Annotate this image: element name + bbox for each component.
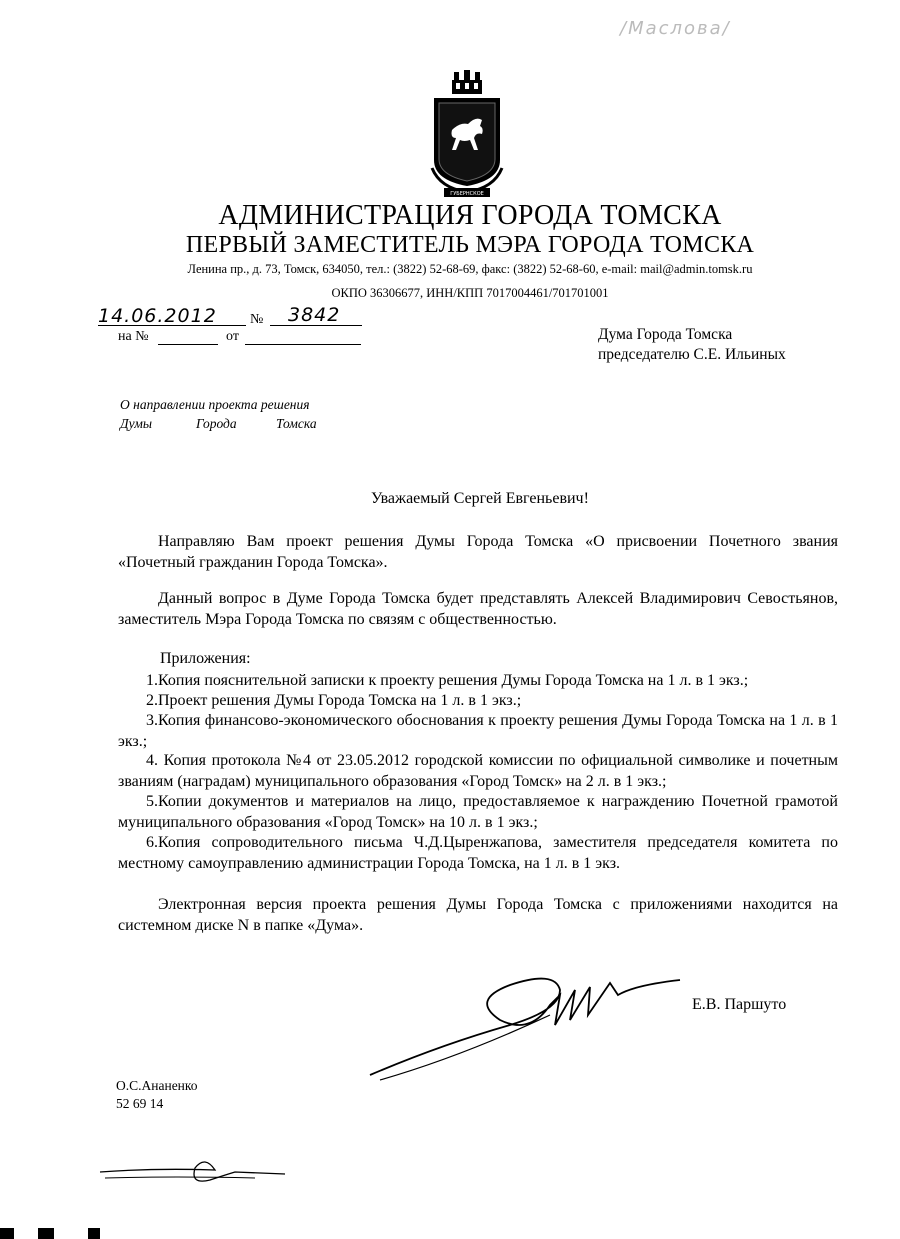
handwritten-corner-note: /Маслова/	[620, 18, 731, 39]
date-underline	[98, 325, 246, 326]
subject-line-1: О направлении проекта решения	[120, 397, 310, 412]
subject-word: Города	[196, 416, 237, 431]
initials-mark-icon	[95, 1150, 295, 1190]
crest-motto: ГУБЕРНСКОЕ	[450, 191, 484, 197]
body-paragraph: Направляю Вам проект решения Думы Города Томска «О присвоении Почетного звания «Почетный гражданин Города Томска».	[118, 533, 838, 571]
electronic-note: Электронная версия проекта решения Думы Города Томска с приложениями находится на системном диске N в папке «Дума».	[118, 896, 838, 934]
registration-number: 3842	[288, 304, 341, 326]
attachment-item: 1.Копия пояснительной записки к проекту решения Думы Города Томска на 1 л. в 1 экз.;	[146, 672, 749, 689]
body-paragraph: Данный вопрос в Думе Города Томска будет представлять Алексей Владимирович Севостьянов, заместитель Мэра Города Томска по связям с общественностью.	[118, 590, 838, 628]
executor-name: О.С.Ананенко	[116, 1078, 198, 1093]
tomsk-coat-of-arms-icon	[430, 68, 504, 200]
scan-edge-mark	[88, 1228, 100, 1239]
reference-number-label: на №	[118, 329, 149, 344]
executor-phone: 52 69 14	[116, 1096, 164, 1111]
attachments-title: Приложения:	[160, 650, 251, 667]
attachment-item: 3.Копия финансово-экономического обоснования к проекту решения Думы Города Томска на 1 л. в 1 экз.;	[118, 712, 838, 750]
attachment-item: 4. Копия протокола №4 от 23.05.2012 городской комиссии по официальной символике и почетным званиям (наградам) муниципального образования «Город Томск» на 2 л. в 1 экз.;	[118, 752, 838, 790]
signer-name: Е.В. Паршуто	[692, 996, 787, 1013]
org-okpo: ОКПО 36306677, ИНН/КПП 7017004461/701701001	[331, 286, 609, 300]
recipient-block	[598, 325, 786, 365]
attachment-item: 5.Копии документов и материалов на лицо, предоставляемое к награждению Почетной грамотой муниципального образования «Город Томск» на 10 л. в 1 экз.;	[118, 793, 838, 831]
reference-date-label: от	[226, 329, 239, 344]
signature-icon	[360, 965, 690, 1085]
greeting: Уважаемый Сергей Евгеньевич!	[371, 490, 589, 507]
reference-date-line	[245, 344, 361, 345]
attachment-item: 6.Копия сопроводительного письма Ч.Д.Цыренжапова, заместителя председателя комитета по местному самоуправлению администрации Города Томска, на 1 л. в 1 экз.	[118, 834, 838, 872]
number-underline	[270, 325, 362, 326]
registration-date: 14.06.2012	[98, 305, 217, 327]
subject-line-2	[120, 414, 317, 433]
executor-block	[116, 1077, 198, 1113]
attachment-item: 2.Проект решения Думы Города Томска на 1 л. в 1 экз.;	[146, 692, 522, 709]
recipient-org: Дума Города Томска	[598, 326, 733, 343]
scan-edge-mark	[38, 1228, 54, 1239]
reference-number-line	[158, 344, 218, 345]
org-subtitle: ПЕРВЫЙ ЗАМЕСТИТЕЛЬ МЭРА ГОРОДА ТОМСКА	[185, 232, 755, 258]
recipient-person: председателю С.Е. Ильиных	[598, 346, 786, 363]
subject-word: Думы	[120, 416, 153, 431]
registration-number-label: №	[250, 312, 264, 327]
scan-edge-mark	[0, 1228, 14, 1239]
org-address: Ленина пр., д. 73, Томск, 634050, тел.: (3822) 52-68-69, факс: (3822) 52-68-60, e-mail: mail@admin.tomsk.ru	[187, 262, 753, 276]
subject-word: Томска	[276, 416, 317, 431]
org-title: АДМИНИСТРАЦИЯ ГОРОДА ТОМСКА	[218, 200, 722, 231]
subject-block	[120, 395, 317, 433]
